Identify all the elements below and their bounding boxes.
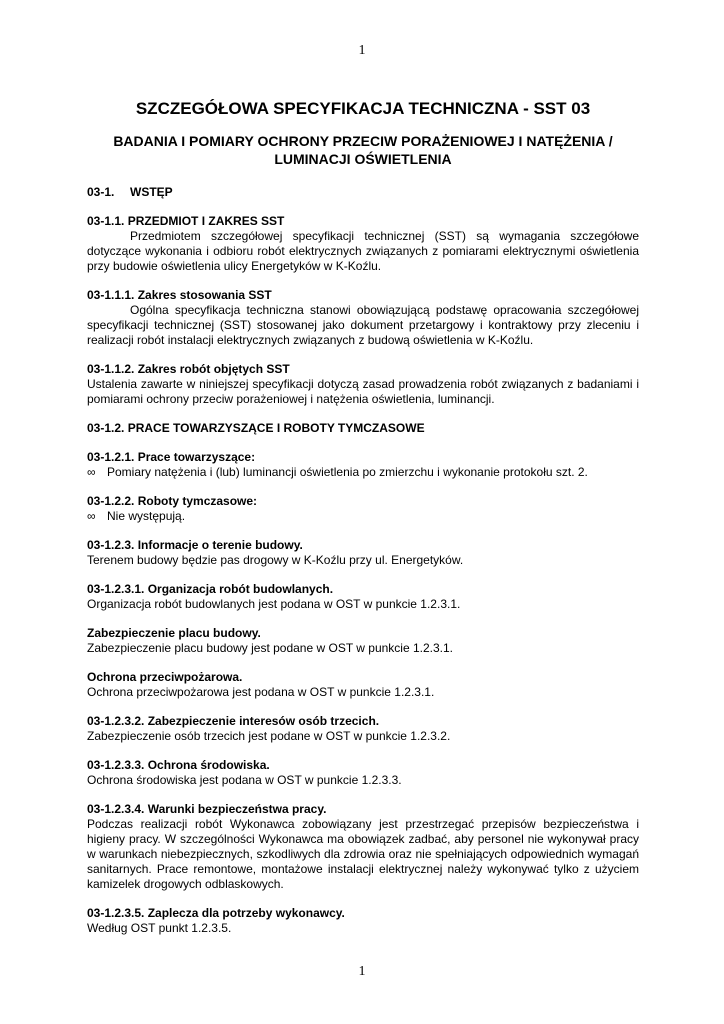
page-number-top: 1 <box>358 43 366 58</box>
document-body <box>87 98 639 936</box>
subtitle-line-1: BADANIA I POMIARY OCHRONY PRZECIW PORAŻENIOWEJ I NATĘŻENIA / <box>113 133 613 149</box>
list-item <box>87 465 639 480</box>
section-zabezpieczenie-placu <box>87 626 639 656</box>
list-item-text: Nie występują. <box>107 509 186 523</box>
section-heading: Zabezpieczenie placu budowy. <box>87 626 261 640</box>
section-heading: 03-1.2.3.1. Organizacja robót budowlanych. <box>87 582 334 596</box>
section-number: 03-1. <box>87 185 115 199</box>
section-zakres-stosowania <box>87 288 639 348</box>
section-text: Ogólna specyfikacja techniczna stanowi obowiązującą podstawę opracowania szczegółowej specyfikacji technicznej (SST) stosowanej jako dokument przetargowy i kontraktowy przy zleceniu i realizacji robót instalacji elektrycznych związanych z budową oświetlenia w K-Koźlu. <box>87 303 639 347</box>
list-item-text: Pomiary natężenia i (lub) luminancji oświetlenia po zmierzchu i wykonanie protokołu szt. 2. <box>107 465 588 479</box>
section-zaplecza <box>87 906 639 936</box>
section-text: Według OST punkt 1.2.3.5. <box>87 921 232 935</box>
section-roboty-tymczasowe <box>87 494 639 524</box>
section-text: Zabezpieczenie placu budowy jest podane w OST w punkcie 1.2.3.1. <box>87 641 453 655</box>
section-text: Organizacja robót budowlanych jest podana w OST w punkcie 1.2.3.1. <box>87 597 461 611</box>
section-heading: 03-1.2. PRACE TOWARZYSZĄCE I ROBOTY TYMCZASOWE <box>87 421 425 435</box>
document-title: SZCZEGÓŁOWA SPECYFIKACJA TECHNICZNA - SST 03 <box>135 99 591 118</box>
section-heading: 03-1.2.2. Roboty tymczasowe: <box>87 494 258 508</box>
section-text: Zabezpieczenie osób trzecich jest podane w OST w punkcie 1.2.3.2. <box>87 729 451 743</box>
section-teren-budowy <box>87 538 639 568</box>
section-ochrona-przeciwpozarowa <box>87 670 639 700</box>
section-heading: 03-1.1. PRZEDMIOT I ZAKRES SST <box>87 214 285 228</box>
section-heading: 03-1.2.1. Prace towarzyszące: <box>87 450 256 464</box>
section-heading: Ochrona przeciwpożarowa. <box>87 670 243 684</box>
section-heading: 03-1.2.3.4. Warunki bezpieczeństwa pracy. <box>87 802 327 816</box>
section-osoby-trzecie <box>87 714 639 744</box>
section-text: Ochrona przeciwpożarowa jest podana w OST w punkcie 1.2.3.1. <box>87 685 435 699</box>
section-prace-towarzyszace-main <box>87 421 639 436</box>
section-label: WSTĘP <box>130 185 173 199</box>
section-text: Przedmiotem szczegółowej specyfikacji technicznej (SST) są wymagania szczegółowe dotyczące wykonania i odbioru robót elektrycznych związanych z pomiarami elektrycznymi oświetlenia przy budowie oświetlenia ulicy Energetyków w K-Koźlu. <box>87 229 639 273</box>
section-zakres-robot <box>87 362 639 407</box>
infinity-bullet-icon: ∞ <box>87 509 96 523</box>
section-przedmiot <box>87 214 639 274</box>
section-heading: 03-1.2.3.5. Zaplecza dla potrzeby wykonawcy. <box>87 906 345 920</box>
section-bhp <box>87 802 639 892</box>
infinity-bullet-icon: ∞ <box>87 465 96 479</box>
section-heading: 03-1.1.2. Zakres robót objętych SST <box>87 362 290 376</box>
list-item <box>87 509 639 524</box>
section-text: Podczas realizacji robót Wykonawca zobowiązany jest przestrzegać przepisów bezpieczeństwa i higieny pracy. W szczególności Wykonawca ma obowiązek zadbać, aby personel nie wykonywał pracy w warunkach niebezpiecznych, szkodliwych dla zdrowia oraz nie spełniających odpowiednich wymagań sanitarnych. Prace remontowe, montażowe instalacji elektrycznej należy wykonywać tylko z użyciem kamizelek drogowych odblaskowych. <box>87 817 639 891</box>
section-prace-towarzyszace <box>87 450 639 480</box>
section-organizacja-robot <box>87 582 639 612</box>
section-text: Ochrona środowiska jest podana w OST w punkcie 1.2.3.3. <box>87 773 402 787</box>
section-text: Ustalenia zawarte w niniejszej specyfikacji dotyczą zasad prowadzenia robót związanych z badaniami i pomiarami ochrony przeciw porażeniowej i natężenia oświetlenia, luminancji. <box>87 377 639 406</box>
page-number-bottom: 1 <box>358 964 366 979</box>
section-heading: 03-1.2.3.2. Zabezpieczenie interesów osób trzecich. <box>87 714 380 728</box>
section-heading: 03-1.2.3. Informacje o terenie budowy. <box>87 538 303 552</box>
section-ochrona-srodowiska <box>87 758 639 788</box>
section-heading: 03-1.1.1. Zakres stosowania SST <box>87 288 272 302</box>
section-wstep-heading <box>87 185 639 200</box>
section-heading: 03-1.2.3.3. Ochrona środowiska. <box>87 758 270 772</box>
document-subtitle <box>87 132 639 168</box>
section-text: Terenem budowy będzie pas drogowy w K-Koźlu przy ul. Energetyków. <box>87 553 464 567</box>
subtitle-line-2: LUMINACJI OŚWIETLENIA <box>274 151 452 167</box>
